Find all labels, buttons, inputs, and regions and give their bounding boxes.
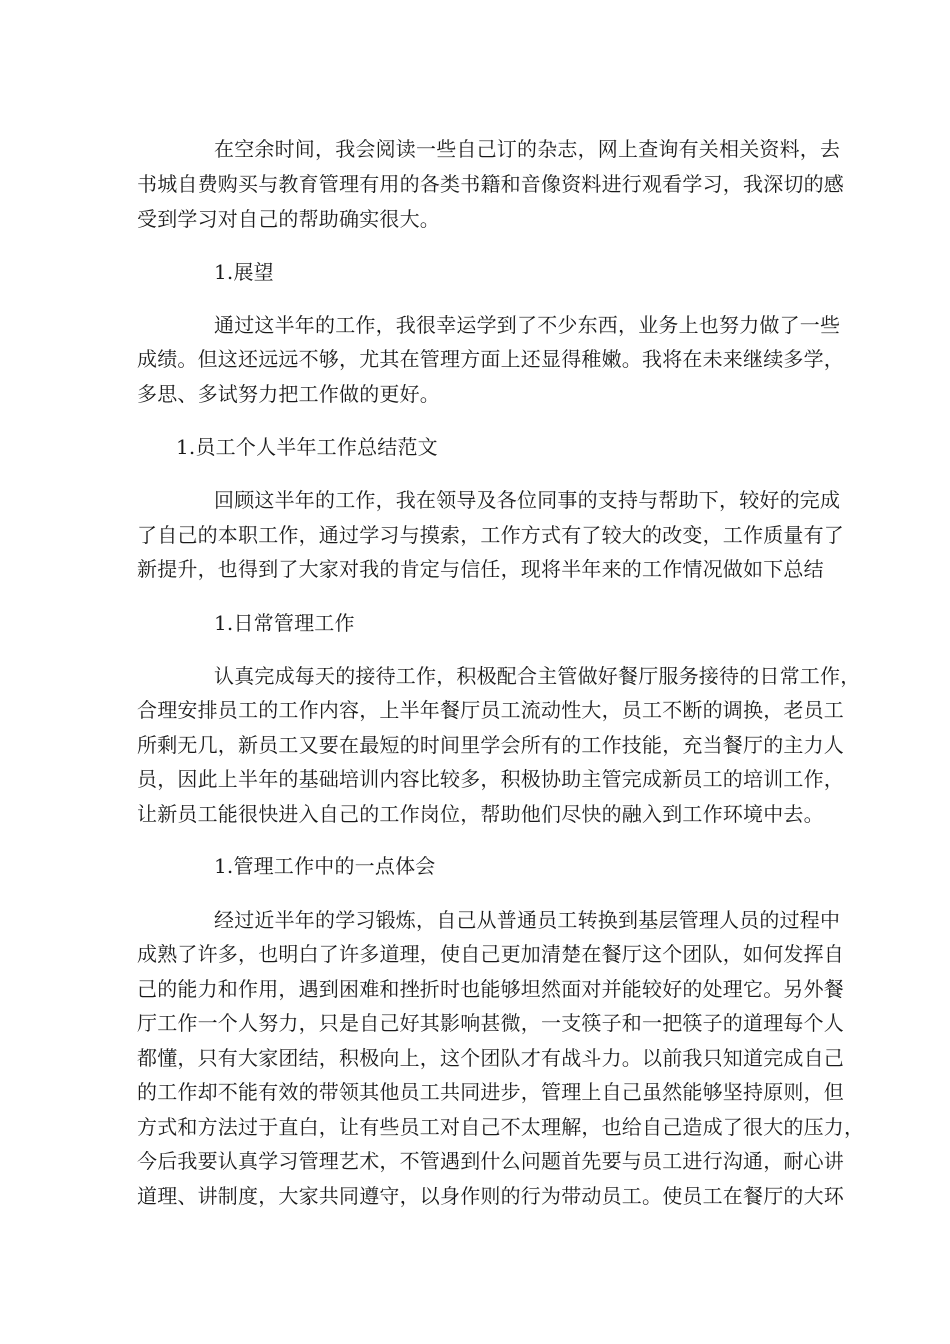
paragraph-line: 厅工作一个人努力，只是自己好其影响甚微，一支筷子和一把筷子的道理每个人 xyxy=(137,1011,844,1035)
paragraph-line: 所剩无几，新员工又要在最短的时间里学会所有的工作技能，充当餐厅的主力人 xyxy=(137,733,844,757)
paragraph-line: 员，因此上半年的基础培训内容比较多，积极协助主管完成新员工的培训工作， xyxy=(137,767,844,791)
paragraph-line: 新提升，也得到了大家对我的肯定与信任，现将半年来的工作情况做如下总结 xyxy=(137,557,824,581)
section-heading: 1.展望 xyxy=(214,260,274,284)
paragraph-line: 让新员工能很快进入自己的工作岗位，帮助他们尽快的融入到工作环境中去。 xyxy=(137,802,824,826)
paragraph-line: 多思、多试努力把工作做的更好。 xyxy=(137,382,440,406)
paragraph-line: 己的能力和作用，遇到困难和挫折时也能够坦然面对并能较好的处理它。另外餐 xyxy=(137,977,844,1001)
paragraph-line: 认真完成每天的接待工作，积极配合主管做好餐厅服务接待的日常工作， xyxy=(214,664,861,688)
section-heading: 1.日常管理工作 xyxy=(214,611,355,635)
paragraph-line: 成绩。但这还远远不够，尤其在管理方面上还显得稚嫩。我将在未来继续多学， xyxy=(137,347,844,371)
paragraph-line: 书城自费购买与教育管理有用的各类书籍和音像资料进行观看学习，我深切的感 xyxy=(137,172,844,196)
paragraph-line: 都懂，只有大家团结，积极向上，这个团队才有战斗力。以前我只知道完成自己 xyxy=(137,1046,844,1070)
section-heading: 1.管理工作中的一点体会 xyxy=(214,854,436,878)
paragraph-line: 受到学习对自己的帮助确实很大。 xyxy=(137,207,440,231)
paragraph-line: 的工作却不能有效的带领其他员工共同进步，管理上自己虽然能够坚持原则，但 xyxy=(137,1080,844,1104)
paragraph-line: 通过这半年的工作，我很幸运学到了不少东西，业务上也努力做了一些 xyxy=(214,313,841,337)
paragraph-line: 今后我要认真学习管理艺术，不管遇到什么问题首先要与员工进行沟通，耐心讲 xyxy=(137,1149,844,1173)
paragraph-line: 了自己的本职工作，通过学习与摸索，工作方式有了较大的改变，工作质量有了 xyxy=(137,523,844,547)
paragraph-line: 道理、讲制度，大家共同遵守，以身作则的行为带动员工。使员工在餐厅的大环 xyxy=(137,1184,844,1208)
paragraph-line: 经过近半年的学习锻炼，自己从普通员工转换到基层管理人员的过程中 xyxy=(214,908,841,932)
section-heading: 1.员工个人半年工作总结范文 xyxy=(176,435,438,459)
paragraph-line: 回顾这半年的工作，我在领导及各位同事的支持与帮助下，较好的完成 xyxy=(214,488,841,512)
paragraph-line: 在空余时间，我会阅读一些自己订的杂志，网上查询有关相关资料，去 xyxy=(214,137,841,161)
paragraph-line: 合理安排员工的工作内容，上半年餐厅员工流动性大，员工不断的调换，老员工 xyxy=(137,698,844,722)
paragraph-line: 方式和方法过于直白，让有些员工对自己不太理解，也给自己造成了很大的压力， xyxy=(137,1115,865,1139)
paragraph-line: 成熟了许多，也明白了许多道理，使自己更加清楚在餐厅这个团队，如何发挥自 xyxy=(137,942,844,966)
